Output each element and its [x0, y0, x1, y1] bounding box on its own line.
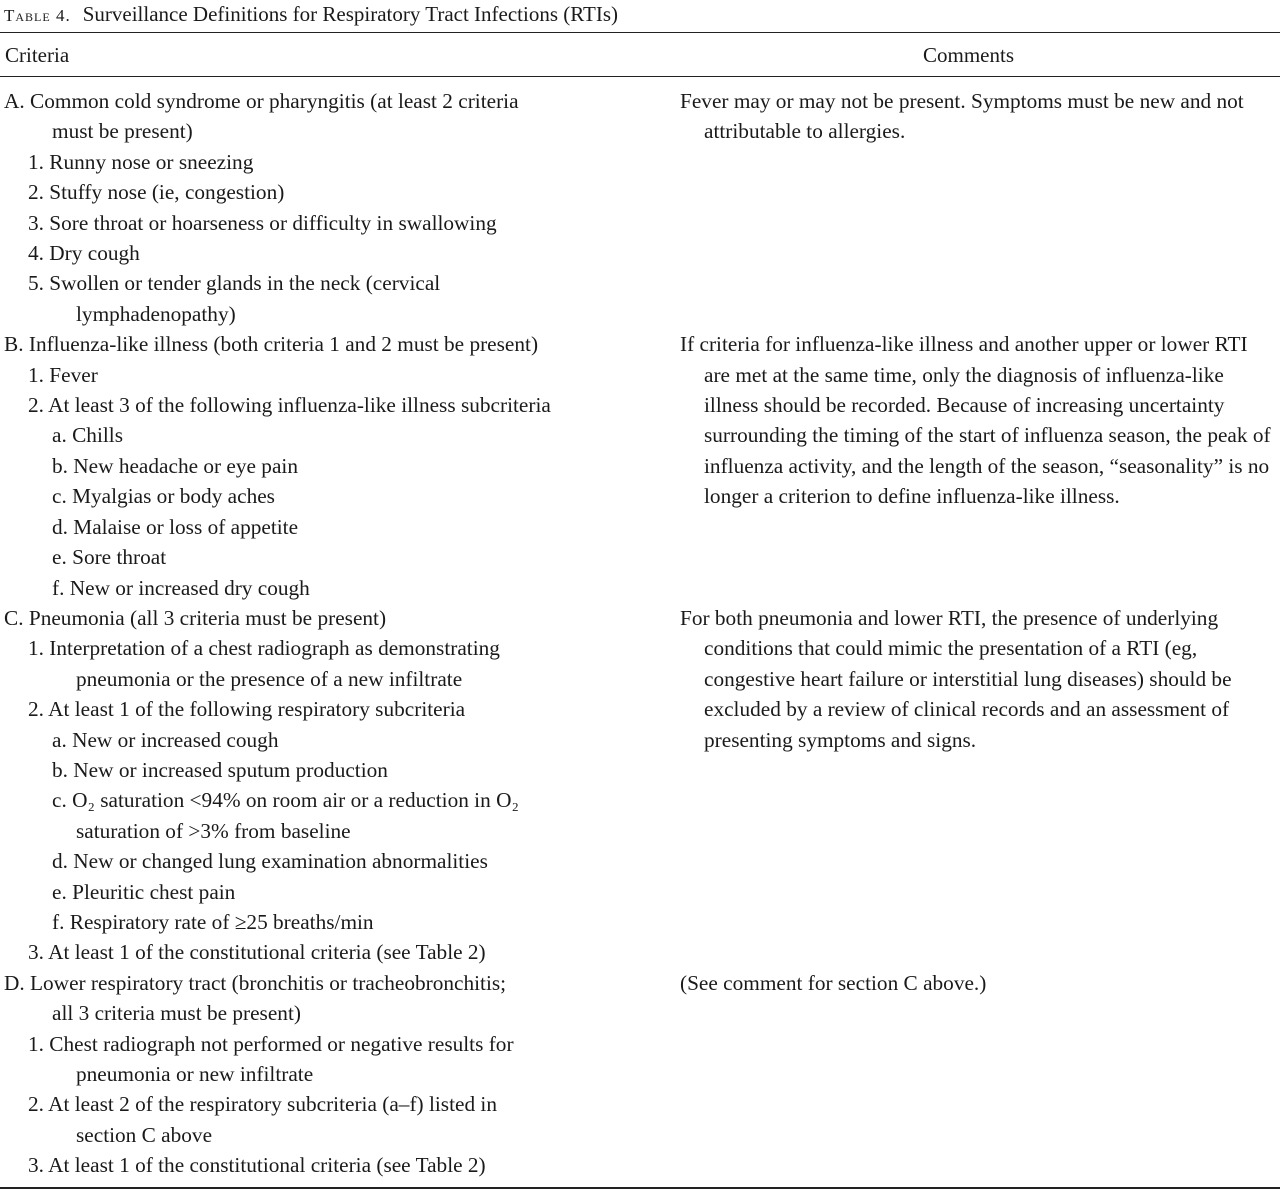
criteria-line: 4. Dry cough	[28, 241, 140, 266]
criteria-line: f. New or increased dry cough	[52, 575, 310, 600]
comment-text: If criteria for influenza-like illness and another upper or lower RTI are met at the same time, only the diagnosis of influenza-like illness should be recorded. Because of increasing uncertainty surrounding the timing of the start of influenza season, the peak of influenza activity, and the length of the season, “seasonality” is no longer a criterion to define influenza-like illness.	[680, 332, 1271, 509]
criteria-line: 2. At least 2 of the respiratory subcriteria (a–f) listed in	[28, 1092, 497, 1117]
criteria-line: c. O₂ saturation <94% on room air or a reduction in O₂	[52, 788, 519, 813]
table-row	[0, 968, 1282, 1181]
criteria-line: 2. At least 1 of the following respiratory subcriteria	[28, 697, 466, 722]
criteria-line: a. New or increased cough	[52, 727, 279, 752]
column-header-comments: Comments	[923, 43, 1015, 67]
criteria-line: 5. Swollen or tender glands in the neck (cervical	[28, 271, 441, 296]
criteria-line: e. Pleuritic chest pain	[52, 879, 236, 904]
criteria-cell	[0, 603, 676, 968]
comment-text: Fever may or may not be present. Symptoms must be new and not attributable to allergies.	[680, 89, 1244, 144]
criteria-line: 2. Stuffy nose (ie, congestion)	[28, 180, 285, 205]
top-rule	[0, 32, 1280, 33]
table-caption	[4, 0, 618, 28]
bottom-rule	[0, 1187, 1280, 1189]
comment-text: (See comment for section C above.)	[680, 970, 987, 995]
criteria-line: section C above	[76, 1122, 213, 1147]
criteria-line: a. Chills	[52, 423, 123, 448]
comments-cell	[676, 603, 1278, 968]
criteria-cell	[0, 968, 676, 1181]
criteria-line: c. Myalgias or body aches	[52, 484, 275, 509]
criteria-line: A. Common cold syndrome or pharyngitis (at least 2 criteria	[4, 89, 519, 113]
criteria-line: B. Influenza-like illness (both criteria 1 and 2 must be present)	[4, 332, 539, 357]
criteria-line: 1. Chest radiograph not performed or negative results for	[28, 1031, 514, 1056]
comment-text: For both pneumonia and lower RTI, the presence of underlying conditions that could mimic the presentation of a RTI (eg, congestive heart failure or interstitial lung diseases) should be excluded by a review of clinical records and an assessment of presenting symptoms and signs.	[680, 605, 1232, 752]
criteria-line: C. Pneumonia (all 3 criteria must be present)	[4, 605, 387, 630]
criteria-line: pneumonia or new infiltrate	[76, 1062, 314, 1086]
criteria-line: D. Lower respiratory tract (bronchitis or tracheobronchitis;	[4, 970, 507, 995]
criteria-line: must be present)	[52, 119, 193, 144]
comments-cell	[676, 329, 1278, 603]
criteria-line: 1. Interpretation of a chest radiograph as demonstrating	[28, 636, 500, 661]
column-header-criteria: Criteria	[5, 43, 70, 67]
comments-cell	[676, 86, 1278, 329]
table-body	[0, 86, 1282, 1181]
table-row	[0, 329, 1282, 603]
criteria-cell	[0, 329, 676, 603]
comments-cell	[676, 968, 1278, 1181]
table-label: Table 4.	[4, 6, 71, 25]
criteria-line: b. New headache or eye pain	[52, 453, 298, 478]
criteria-line: lymphadenopathy)	[76, 301, 236, 326]
criteria-line: 1. Fever	[28, 362, 98, 387]
criteria-line: 2. At least 3 of the following influenza-like illness subcriteria	[28, 393, 551, 418]
criteria-line: 3. At least 1 of the constitutional criteria (see Table 2)	[28, 1153, 486, 1178]
criteria-line: pneumonia or the presence of a new infiltrate	[76, 666, 463, 691]
criteria-cell	[0, 86, 676, 329]
criteria-line: f. Respiratory rate of ≥25 breaths/min	[52, 909, 374, 934]
table-title: Surveillance Definitions for Respiratory Tract Infections (RTIs)	[82, 2, 619, 26]
table-row	[0, 603, 1282, 968]
header-rule	[0, 76, 1280, 77]
criteria-line: d. Malaise or loss of appetite	[52, 514, 299, 539]
criteria-line: e. Sore throat	[52, 545, 167, 570]
table-row	[0, 86, 1282, 329]
criteria-line: 3. At least 1 of the constitutional criteria (see Table 2)	[28, 940, 486, 965]
criteria-line: 3. Sore throat or hoarseness or difficulty in swallowing	[28, 210, 497, 235]
criteria-line: all 3 criteria must be present)	[52, 1001, 301, 1026]
criteria-line: saturation of >3% from baseline	[76, 818, 351, 843]
criteria-line: b. New or increased sputum production	[52, 757, 388, 782]
criteria-line: d. New or changed lung examination abnormalities	[52, 849, 488, 874]
criteria-line: 1. Runny nose or sneezing	[28, 149, 254, 174]
